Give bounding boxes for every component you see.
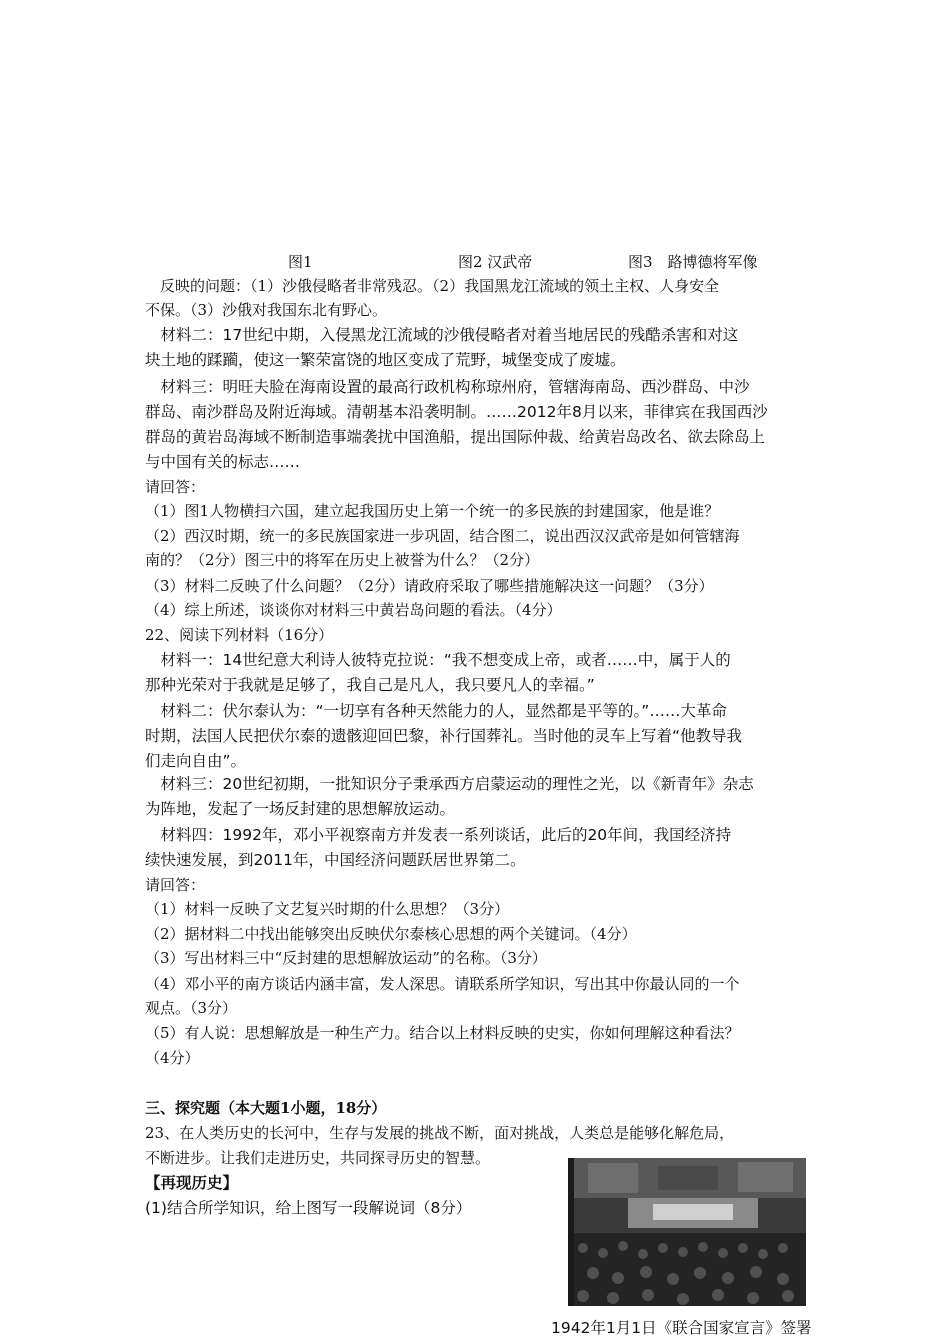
subsection-heading: 【再现历史】 bbox=[145, 1174, 239, 1192]
question-line: （4分） bbox=[145, 1049, 200, 1067]
question-line: （3）写出材料三中“反封建的思想解放运动”的名称。（3分） bbox=[145, 949, 547, 967]
question-line: （4）邓小平的南方谈话内涵丰富，发人深思。请联系所学知识，写出其中你最认同的一个 bbox=[145, 975, 740, 993]
question-line: （2）西汉时期，统一的多民族国家进一步巩固，结合图二，说出西汉汉武帝是如何管辖海 bbox=[145, 527, 740, 545]
text-line: 材料三：明旺夫脸在海南设置的最高行政机构称琼州府，管辖海南岛、西沙群岛、中沙 bbox=[145, 378, 750, 396]
figure-3-caption: 图3 路博德将军像 bbox=[628, 253, 758, 271]
text-line: 不保。（3）沙俄对我国东北有野心。 bbox=[145, 301, 388, 319]
photo-caption: 1942年1月1日《联合国家宣言》签署 bbox=[551, 1319, 812, 1337]
photo-graphic bbox=[568, 1158, 806, 1306]
text-line: 群岛、南沙群岛及附近海域。清朝基本沿袭明制。……2012年8月以来，菲律宾在我国西沙 bbox=[145, 403, 768, 421]
text-line: 们走向自由”。 bbox=[145, 752, 247, 770]
text-line: 23、在人类历史的长河中，生存与发展的挑战不断，面对挑战，人类总是能够化解危局， bbox=[145, 1124, 735, 1142]
declaration-signing-photo bbox=[568, 1158, 806, 1306]
question-heading: 22、阅读下列材料（16分） bbox=[145, 626, 334, 644]
question-line: （3）材料二反映了什么问题？（2分）请政府采取了哪些措施解决这一问题？（3分） bbox=[145, 577, 714, 595]
section-heading: 三、探究题（本大题1小题，18分） bbox=[145, 1099, 387, 1117]
document-page bbox=[145, 0, 810, 1344]
text-line: 材料二：17世纪中期，入侵黑龙江流域的沙俄侵略者对着当地居民的残酷杀害和对这 bbox=[145, 326, 739, 344]
text-line: 材料三：20世纪初期，一批知识分子秉承西方启蒙运动的理性之光，以《新青年》杂志 bbox=[145, 775, 754, 793]
question-line: （4）综上所述，谈谈你对材料三中黄岩岛问题的看法。（4分） bbox=[145, 601, 562, 619]
question-line: 南的？（2分）图三中的将军在历史上被誉为什么？（2分） bbox=[145, 551, 540, 569]
question-line: （2）据材料二中找出能够突出反映伏尔泰核心思想的两个关键词。（4分） bbox=[145, 925, 637, 943]
text-line: 请回答： bbox=[145, 876, 206, 894]
text-line: 材料四：1992年，邓小平视察南方并发表一系列谈话，此后的20年间，我国经济持 bbox=[145, 826, 732, 844]
question-line: （1）图1人物横扫六国，建立起我国历史上第一个统一的多民族的封建国家，他是谁？ bbox=[145, 502, 720, 520]
text-line: 那种光荣对于我就是足够了，我自己是凡人，我只要凡人的幸福。” bbox=[145, 676, 595, 694]
figure-1-caption: 图1 bbox=[288, 253, 313, 271]
text-line: 群岛的黄岩岛海域不断制造事端袭扰中国渔船，提出国际仲裁、给黄岩岛改名、欲去除岛上 bbox=[145, 428, 766, 446]
text-line: 为阵地，发起了一场反封建的思想解放运动。 bbox=[145, 800, 456, 818]
question-line: 观点。（3分） bbox=[145, 999, 238, 1017]
text-line: 块土地的蹂躏，使这一繁荣富饶的地区变成了荒野，城堡变成了废墟。 bbox=[145, 351, 626, 369]
question-line: （5）有人说：思想解放是一种生产力。结合以上材料反映的史实，你如何理解这种看法？ bbox=[145, 1024, 740, 1042]
text-line: 请回答： bbox=[145, 478, 206, 496]
figure-2-caption: 图2 汉武帝 bbox=[458, 253, 533, 271]
text-line: 与中国有关的标志…… bbox=[145, 453, 301, 471]
text-line: 不断进步。让我们走进历史，共同探寻历史的智慧。 bbox=[145, 1149, 491, 1167]
text-line: 材料二：伏尔泰认为：“一切享有各种天然能力的人，显然都是平等的。”……大革命 bbox=[145, 702, 727, 720]
question-line: (1)结合所学知识，给上图写一段解说词（8分） bbox=[145, 1199, 472, 1217]
text-line: 反映的问题：（1）沙俄侵略者非常残忍。（2）我国黑龙江流域的领土主权、人身安全 bbox=[145, 277, 720, 295]
question-line: （1）材料一反映了文艺复兴时期的什么思想？（3分） bbox=[145, 900, 510, 918]
text-line: 续快速发展，到2011年，中国经济问题跃居世界第二。 bbox=[145, 851, 526, 869]
text-line: 时期，法国人民把伏尔泰的遗骸迎回巴黎，补行国葬礼。当时他的灵车上写着“他教导我 bbox=[145, 727, 743, 745]
text-line: 材料一：14世纪意大利诗人彼特克拉说：“我不想变成上帝，或者……中，属于人的 bbox=[145, 651, 731, 669]
